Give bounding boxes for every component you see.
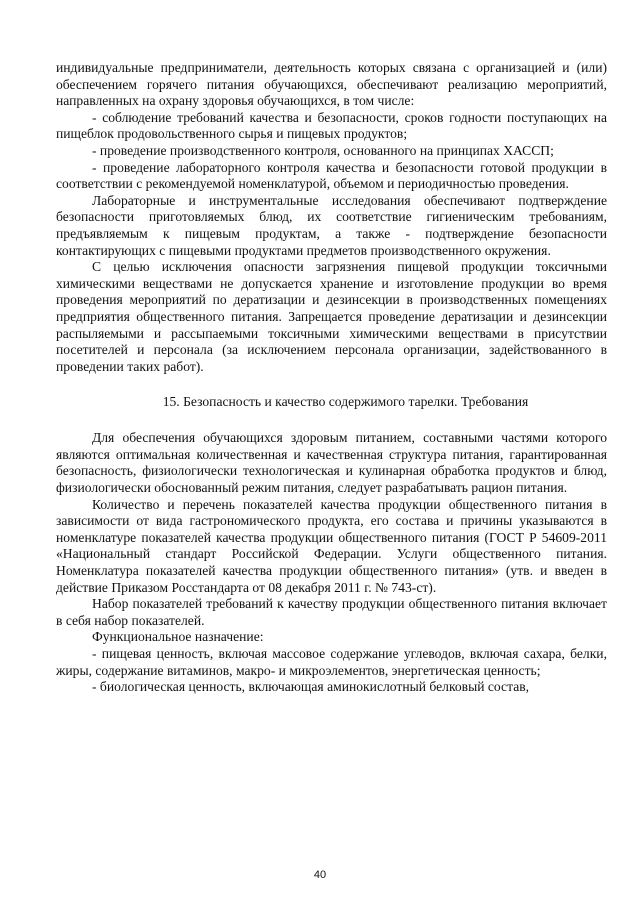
document-body	[56, 60, 607, 696]
paragraph-entrepreneurs: индивидуальные предприниматели, деятельность которых связана с организацией и (или) обеспечением горячего питания обучающихся, обеспечивают реализацию мероприятий, направленных на охрану здоровья обучающихся, в том числе:	[56, 60, 607, 109]
paragraph-functional-purpose: Функциональное назначение:	[92, 629, 264, 645]
section-heading: 15. Безопасность и качество содержимого тарелки. Требования	[162, 394, 529, 410]
paragraph-healthy-nutrition: Для обеспечения обучающихся здоровым питанием, составными частями которого являются оптимальная количественная и качественная структура питания, гарантированная безопасность, физиологически технологическая и кулинарная обработка продуктов и блюд, физиологически обоснованный режим питания, следует разрабатывать рацион питания.	[56, 430, 607, 496]
paragraph-laboratory-studies: Лабораторные и инструментальные исследования обеспечивают подтверждение безопасности приготовляемых блюд, их соответствие гигиеническим требованиям, предъявляемым к пищевым продуктам, а также - подтверждение безопасности контактирующих с пищевыми продуктами предметов производственного окружения.	[56, 192, 607, 258]
paragraph-toxic-contamination: С целью исключения опасности загрязнения пищевой продукции токсичными химическими веществами не допускается хранение и изготовление продукции во время проведения мероприятий по дератизации и дезинсекции в производственных помещениях предприятия общественного питания. Запрещается проведение дератизации и дезинсекции распыляемыми и рассыпаемыми токсичными химическими веществами в присутствии посетителей и персонала (за исключением персонала организации, задействованного в проведении таких работ).	[56, 259, 607, 374]
paragraph-quality-indicators: Количество и перечень показателей качества продукции общественного питания в зависимости от вида гастрономического продукта, его состава и причины указываются в номенклатуре показателей качества продукции общественного питания (ГОСТ Р 54609-2011 «Национальный стандарт Российской Федерации. Услуги общественного питания. Номенклатура показателей качества продукции общественного питания» (утв. и введен в действие Приказом Росстандарта от 08 декабря 2011 г. № 743-ст).	[56, 496, 607, 595]
paragraph-indicator-set: Набор показателей требований к качеству продукции общественного питания включает в себя набор показателей.	[56, 596, 607, 628]
list-item-biological-value: - биологическая ценность, включающая аминокислотный белковый состав,	[92, 679, 530, 695]
list-item-laboratory-control: - проведение лабораторного контроля качества и безопасности готовой продукции в соответствии с рекомендуемой номенклатурой, объемом и периодичностью проведения.	[56, 159, 607, 192]
list-item-production-control: - проведение производственного контроля, основанного на принципах ХАССП;	[92, 142, 554, 158]
list-item-quality-requirements: - соблюдение требований качества и безопасности, сроков годности поступающих на пищеблок продовольственного сырья и пищевых продуктов;	[56, 109, 607, 142]
list-item-nutritional-value: - пищевая ценность, включая массовое содержание углеводов, включая сахара, белки, жиры, содержание витаминов, макро- и микроэлементов, энергетическая ценность;	[56, 646, 607, 678]
page-number: 40	[313, 869, 327, 881]
